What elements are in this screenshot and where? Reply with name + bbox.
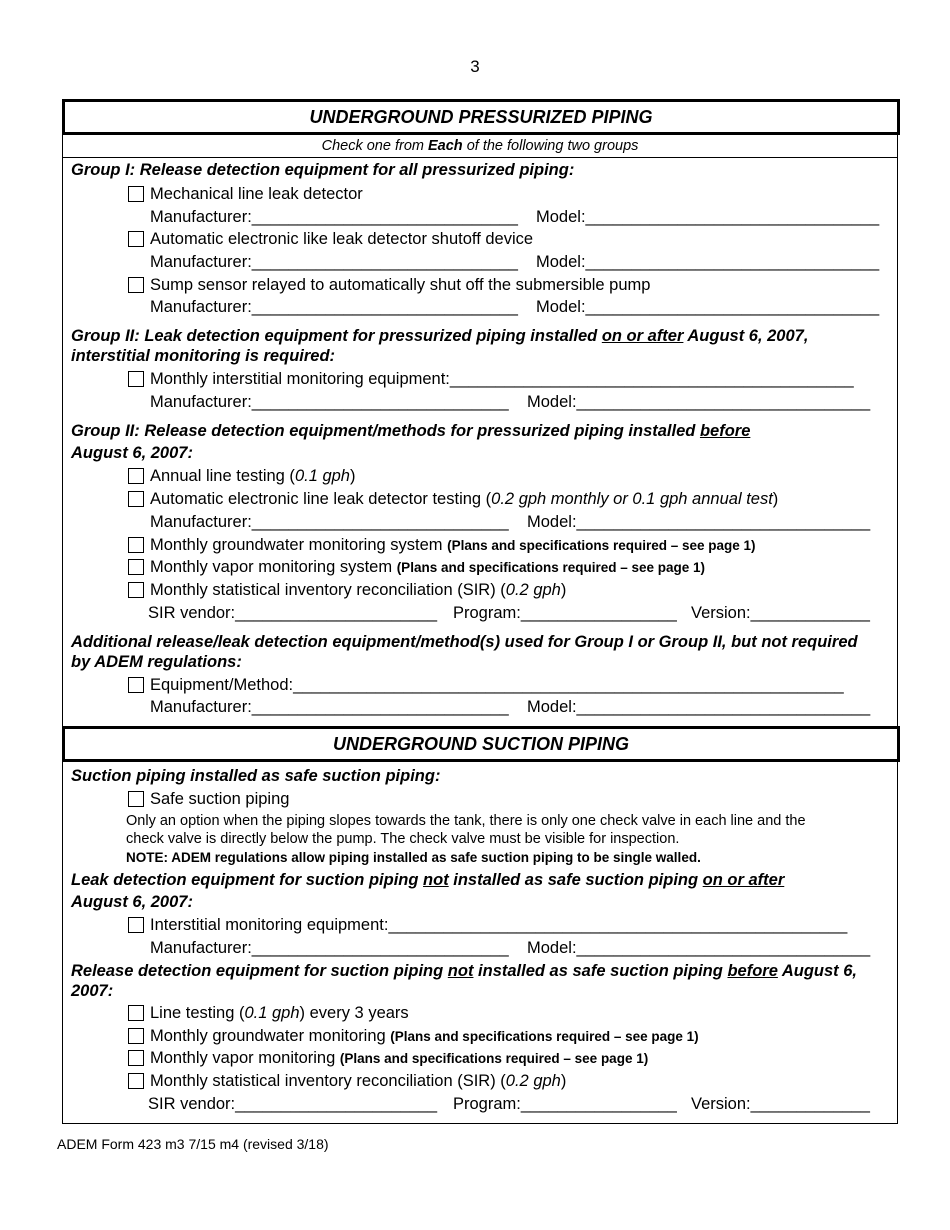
- sump-sensor-label: Sump sensor relayed to automatically shut off the submersible pump: [150, 276, 651, 294]
- manufacturer-field[interactable]: Manufacturer:____________________________: [150, 939, 509, 957]
- group2-before-heading-line2: August 6, 2007:: [71, 444, 193, 462]
- safe-suction-heading: Suction piping installed as safe suction piping:: [71, 767, 441, 785]
- interstitial-monitoring-checkbox[interactable]: [128, 371, 144, 387]
- sump-sensor-checkbox[interactable]: [128, 277, 144, 293]
- vapor-monitoring-label: Monthly vapor monitoring system (Plans and specifications required – see page 1): [150, 558, 706, 576]
- safe-suction-checkbox[interactable]: [128, 791, 144, 807]
- manufacturer-field[interactable]: Manufacturer:_____________________________: [150, 253, 518, 271]
- model-field[interactable]: Model:________________________________: [527, 939, 871, 957]
- suction-after-heading-line2: August 6, 2007:: [71, 893, 193, 911]
- group2-after-heading: Group II: Leak detection equipment for pressurized piping installed on or after August 6, 2007,: [71, 327, 809, 345]
- manufacturer-field[interactable]: Manufacturer:____________________________: [150, 393, 509, 411]
- suction-before-heading: Release detection equipment for suction piping not installed as safe suction piping before August 6,: [71, 962, 858, 980]
- manufacturer-field[interactable]: Manufacturer:_____________________________: [150, 208, 518, 226]
- pressurized-instruction: Check one from Each of the following two groups: [62, 136, 898, 158]
- model-field[interactable]: Model:________________________________: [536, 253, 880, 271]
- sir-vendor-field[interactable]: SIR vendor:______________________: [148, 1095, 438, 1113]
- group2-after-heading-line2: interstitial monitoring is required:: [71, 347, 336, 365]
- manufacturer-field[interactable]: Manufacturer:_____________________________: [150, 298, 518, 316]
- model-field[interactable]: Model:________________________________: [527, 513, 871, 531]
- manufacturer-field[interactable]: Manufacturer:____________________________: [150, 698, 509, 716]
- annual-line-testing-label: Annual line testing (0.1 gph): [150, 467, 356, 485]
- additional-heading-line2: by ADEM regulations:: [71, 653, 242, 671]
- suction-before-heading-line2: 2007:: [71, 982, 114, 1000]
- model-field[interactable]: Model:________________________________: [527, 698, 871, 716]
- pressurized-section-title: UNDERGROUND PRESSURIZED PIPING: [62, 99, 900, 135]
- suction-sir-checkbox[interactable]: [128, 1073, 144, 1089]
- suction-sir-label: Monthly statistical inventory reconciliation (SIR) (0.2 gph): [150, 1072, 567, 1090]
- model-field[interactable]: Model:________________________________: [527, 393, 871, 411]
- mechanical-line-leak-detector-label: Mechanical line leak detector: [150, 185, 363, 203]
- electronic-shutoff-checkbox[interactable]: [128, 231, 144, 247]
- group1-heading: Group I: Release detection equipment for all pressurized piping:: [71, 161, 575, 179]
- page-number: 3: [470, 57, 480, 76]
- sir-checkbox[interactable]: [128, 582, 144, 598]
- model-field[interactable]: Model:________________________________: [536, 208, 880, 226]
- safe-suction-label: Safe suction piping: [150, 790, 290, 808]
- manufacturer-field[interactable]: Manufacturer:____________________________: [150, 513, 509, 531]
- program-field[interactable]: Program:_________________: [453, 1095, 677, 1113]
- interstitial-monitoring-field[interactable]: Monthly interstitial monitoring equipment:____________________________________________: [150, 370, 854, 388]
- mechanical-line-leak-detector-checkbox[interactable]: [128, 186, 144, 202]
- suction-vapor-checkbox[interactable]: [128, 1050, 144, 1066]
- suction-after-heading: Leak detection equipment for suction piping not installed as safe suction piping on or after: [71, 871, 785, 889]
- vapor-monitoring-checkbox[interactable]: [128, 559, 144, 575]
- safe-suction-note-bold: NOTE: ADEM regulations allow piping installed as safe suction piping to be single walled.: [126, 850, 701, 865]
- safe-suction-note-line2: check valve is directly below the pump. The check valve must be visible for inspection.: [126, 831, 680, 847]
- groundwater-monitoring-checkbox[interactable]: [128, 537, 144, 553]
- form-footer: ADEM Form 423 m3 7/15 m4 (revised 3/18): [57, 1136, 329, 1152]
- electronic-shutoff-label: Automatic electronic like leak detector shutoff device: [150, 230, 534, 248]
- additional-heading: Additional release/leak detection equipment/method(s) used for Group I or Group II, but not required: [71, 633, 858, 651]
- equipment-method-checkbox[interactable]: [128, 677, 144, 693]
- sir-vendor-field[interactable]: SIR vendor:______________________: [148, 604, 438, 622]
- groundwater-monitoring-label: Monthly groundwater monitoring system (Plans and specifications required – see page 1): [150, 536, 756, 554]
- version-field[interactable]: Version:_____________: [691, 604, 870, 622]
- suction-line-testing-checkbox[interactable]: [128, 1005, 144, 1021]
- suction-groundwater-label: Monthly groundwater monitoring (Plans and specifications required – see page 1): [150, 1027, 699, 1045]
- suction-line-testing-label: Line testing (0.1 gph) every 3 years: [150, 1004, 409, 1022]
- sir-label: Monthly statistical inventory reconciliation (SIR) (0.2 gph): [150, 581, 567, 599]
- suction-section-title: UNDERGROUND SUCTION PIPING: [62, 726, 900, 762]
- suction-groundwater-checkbox[interactable]: [128, 1028, 144, 1044]
- electronic-lld-testing-label: Automatic electronic line leak detector testing (0.2 gph monthly or 0.1 gph annual test): [150, 490, 779, 508]
- suction-interstitial-field[interactable]: Interstitial monitoring equipment:__________________________________________________: [150, 916, 848, 934]
- annual-line-testing-checkbox[interactable]: [128, 468, 144, 484]
- equipment-method-field[interactable]: Equipment/Method:____________________________________________________________: [150, 676, 844, 694]
- safe-suction-note-line1: Only an option when the piping slopes towards the tank, there is only one check valve in each line and the: [126, 813, 806, 829]
- model-field[interactable]: Model:________________________________: [536, 298, 880, 316]
- electronic-lld-testing-checkbox[interactable]: [128, 491, 144, 507]
- version-field[interactable]: Version:_____________: [691, 1095, 870, 1113]
- group2-before-heading: Group II: Release detection equipment/methods for pressurized piping installed before: [71, 422, 751, 440]
- program-field[interactable]: Program:_________________: [453, 604, 677, 622]
- suction-interstitial-checkbox[interactable]: [128, 917, 144, 933]
- suction-vapor-label: Monthly vapor monitoring (Plans and specifications required – see page 1): [150, 1049, 649, 1067]
